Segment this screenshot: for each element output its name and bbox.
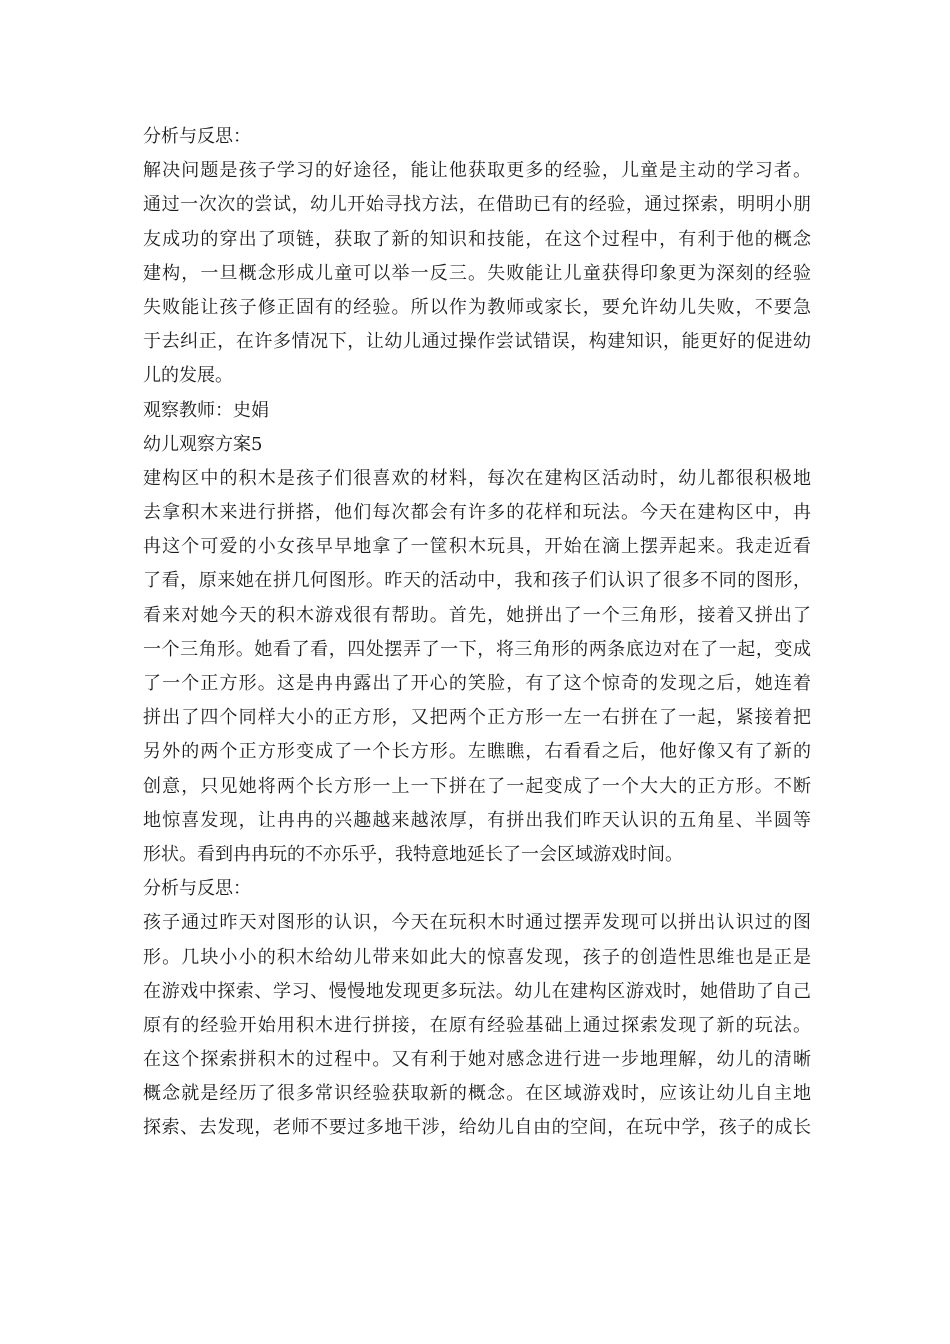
text-line: 原有的经验开始用积木进行拼接，在原有经验基础上通过探索发现了新的玩法。 (143, 1014, 811, 1036)
text-line: 冉这个可爱的小女孩早早地拿了一筐积木玩具，开始在滴上摆弄起来。我走近看 (143, 536, 811, 558)
text-line: 分析与反思： (143, 878, 251, 900)
text-line: 在这个探索拼积木的过程中。又有利于她对感念进行进一步地理解，幼儿的清晰 (143, 1049, 811, 1071)
text-line: 在游戏中探索、学习、慢慢地发现更多玩法。幼儿在建构区游戏时，她借助了自己 (143, 980, 811, 1002)
text-line: 拼出了四个同样大小的正方形，又把两个正方形一左一右拼在了一起，紧接着把 (143, 707, 811, 729)
text-line: 于去纠正，在许多情况下，让幼儿通过操作尝试错误，构建知识，能更好的促进幼 (143, 331, 811, 353)
text-line: 观察教师：史娟 (143, 399, 269, 421)
document-page (143, 120, 811, 1146)
text-line: 建构，一旦概念形成儿童可以举一反三。失败能让儿童获得印象更为深刻的经验 (143, 262, 811, 284)
text-line: 孩子通过昨天对图形的认识，今天在玩积木时通过摆弄发现可以拼出认识过的图 (143, 912, 811, 934)
text-line: 幼儿观察方案5 (143, 433, 263, 455)
text-line: 看来对她今天的积木游戏很有帮助。首先，她拼出了一个三角形，接着又拼出了 (143, 604, 811, 626)
text-line: 概念就是经历了很多常识经验获取新的概念。在区域游戏时，应该让幼儿自主地 (143, 1083, 811, 1105)
text-line: 分析与反思： (143, 126, 251, 147)
text-line: 儿的发展。 (143, 365, 233, 387)
text-line: 了一个正方形。这是冉冉露出了开心的笑脸，有了这个惊奇的发现之后，她连着 (143, 673, 811, 694)
text-line: 另外的两个正方形变成了一个长方形。左瞧瞧，右看看之后，他好像又有了新的 (143, 741, 811, 763)
text-line: 建构区中的积木是孩子们很喜欢的材料，每次在建构区活动时，幼儿都很积极地 (143, 467, 811, 489)
text-line: 去拿积木来进行拼搭，他们每次都会有许多的花样和玩法。今天在建构区中，冉 (143, 502, 811, 524)
text-line: 解决问题是孩子学习的好途径，能让他获取更多的经验，儿童是主动的学习者。 (143, 160, 811, 182)
text-line: 地惊喜发现，让冉冉的兴趣越来越浓厚，有拼出我们昨天认识的五角星、半圆等 (143, 809, 811, 831)
text-line: 了看，原来她在拼几何图形。昨天的活动中，我和孩子们认识了很多不同的图形， (143, 570, 811, 592)
text-line: 探索、去发现，老师不要过多地干涉，给幼儿自由的空间，在玩中学，孩子的成长 (143, 1117, 811, 1139)
text-line: 形状。看到冉冉玩的不亦乐乎，我特意地延长了一会区域游戏时间。 (143, 843, 683, 865)
text-line: 友成功的穿出了项链，获取了新的知识和技能，在这个过程中，有利于他的概念 (143, 228, 811, 250)
text-line: 通过一次次的尝试，幼儿开始寻找方法，在借助已有的经验，通过探索，明明小朋 (143, 194, 811, 216)
text-line: 一个三角形。她看了看，四处摆弄了一下，将三角形的两条底边对在了一起，变成 (143, 638, 811, 660)
text-line: 创意，只见她将两个长方形一上一下拼在了一起变成了一个大大的正方形。不断 (143, 775, 811, 797)
text-line: 形。几块小小的积木给幼儿带来如此大的惊喜发现，孩子的创造性思维也是正是 (143, 946, 811, 968)
text-line: 失败能让孩子修正固有的经验。所以作为教师或家长，要允许幼儿失败，不要急 (143, 296, 811, 318)
